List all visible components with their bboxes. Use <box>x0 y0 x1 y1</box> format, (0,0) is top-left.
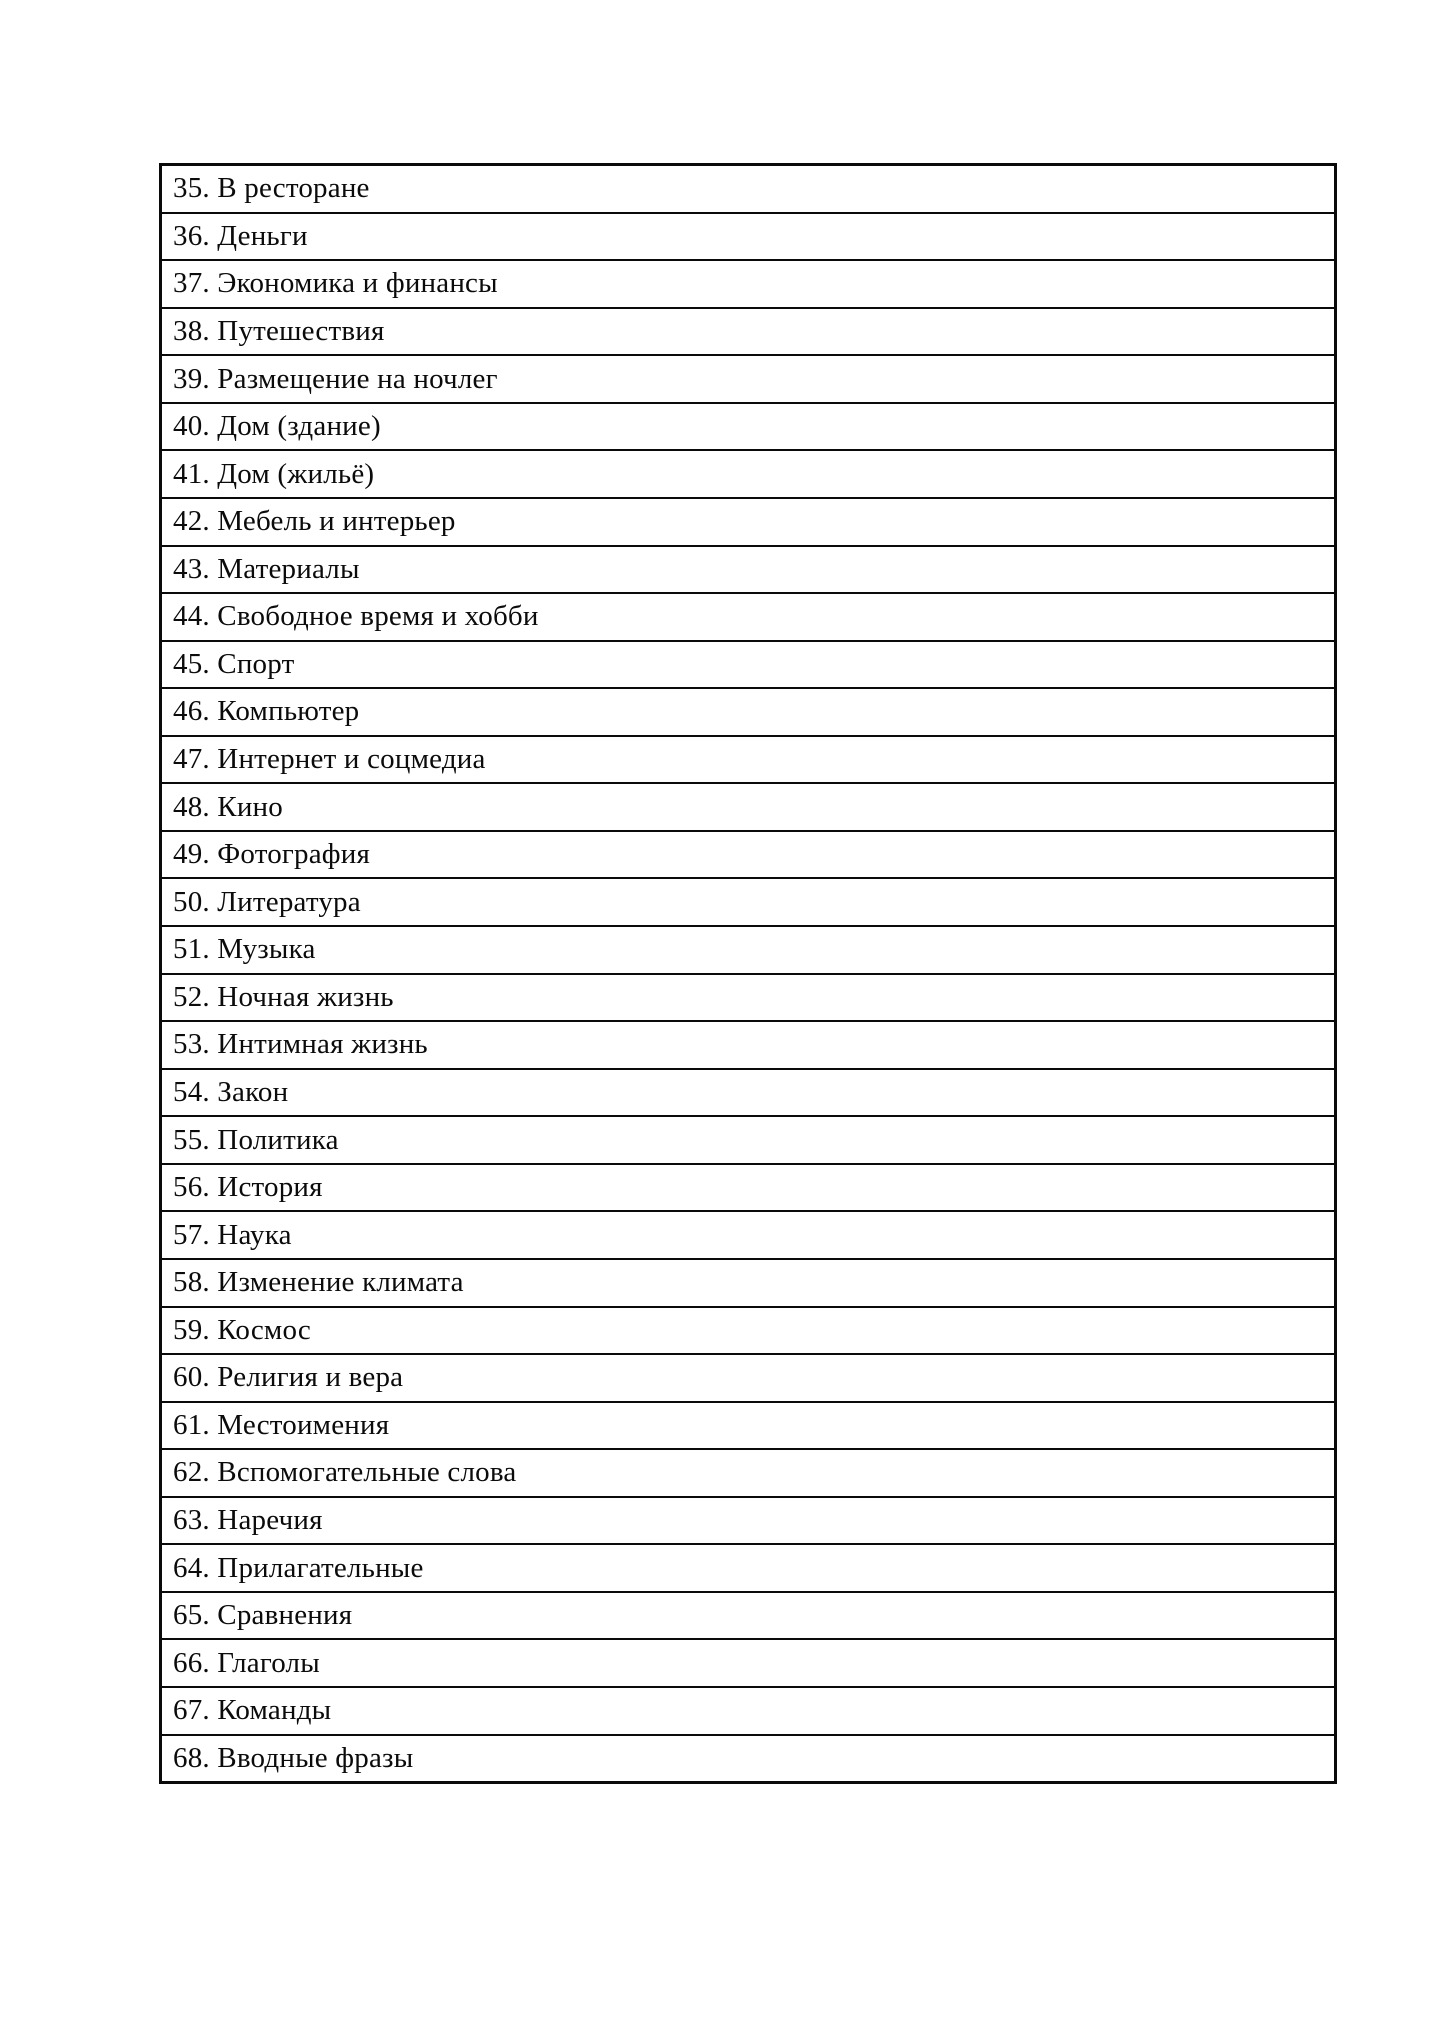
table-row <box>162 1068 1334 1116</box>
row-label: 56. История <box>173 1171 323 1204</box>
row-label: 51. Музыка <box>173 933 316 966</box>
row-label: 62. Вспомогательные слова <box>173 1456 517 1489</box>
table-row <box>162 1734 1334 1782</box>
row-label: 45. Спорт <box>173 647 295 680</box>
row-label: 50. Литература <box>173 885 361 918</box>
table-row <box>162 735 1334 783</box>
row-label: 67. Команды <box>173 1694 332 1727</box>
table-row <box>162 1163 1334 1211</box>
row-label: 40. Дом (здание) <box>173 410 381 443</box>
row-label: 66. Глаголы <box>173 1646 320 1679</box>
table-row <box>162 687 1334 735</box>
toc-table <box>159 163 1337 1784</box>
row-label: 43. Материалы <box>173 552 360 585</box>
table-row <box>162 973 1334 1021</box>
table-row <box>162 449 1334 497</box>
table-row <box>162 307 1334 355</box>
row-label: 39. Размещение на ночлег <box>173 362 498 395</box>
row-label: 38. Путешествия <box>173 314 385 347</box>
row-label: 59. Космос <box>173 1313 311 1346</box>
row-label: 49. Фотография <box>173 838 371 871</box>
table-row <box>162 592 1334 640</box>
row-label: 42. Мебель и интерьер <box>173 505 456 538</box>
row-label: 47. Интернет и соцмедиа <box>173 743 486 776</box>
row-label: 64. Прилагательные <box>173 1551 424 1584</box>
row-label: 46. Компьютер <box>173 695 360 728</box>
row-label: 48. Кино <box>173 790 283 823</box>
table-row <box>162 1638 1334 1686</box>
table-row <box>162 1020 1334 1068</box>
row-label: 54. Закон <box>173 1075 289 1108</box>
table-row <box>162 925 1334 973</box>
row-label: 65. Сравнения <box>173 1599 353 1632</box>
table-row <box>162 1258 1334 1306</box>
table-row <box>162 166 1334 212</box>
row-label: 53. Интимная жизнь <box>173 1028 428 1061</box>
row-label: 41. Дом (жильё) <box>173 457 375 490</box>
row-label: 61. Местоимения <box>173 1408 390 1441</box>
row-label: 68. Вводные фразы <box>173 1741 414 1774</box>
row-label: 52. Ночная жизнь <box>173 980 394 1013</box>
table-row <box>162 1401 1334 1449</box>
table-row <box>162 259 1334 307</box>
table-row <box>162 354 1334 402</box>
table-row <box>162 1210 1334 1258</box>
table-row <box>162 1543 1334 1591</box>
table-row <box>162 1306 1334 1354</box>
table-row <box>162 830 1334 878</box>
table-row <box>162 545 1334 593</box>
table-row <box>162 782 1334 830</box>
row-label: 63. Наречия <box>173 1504 323 1537</box>
table-row <box>162 212 1334 260</box>
table-row <box>162 1115 1334 1163</box>
row-label: 44. Свободное время и хобби <box>173 600 539 633</box>
table-row <box>162 1448 1334 1496</box>
table-row <box>162 1591 1334 1639</box>
row-label: 35. В ресторане <box>173 172 370 205</box>
table-row <box>162 402 1334 450</box>
row-label: 55. Политика <box>173 1123 339 1156</box>
table-row <box>162 1686 1334 1734</box>
table-row <box>162 640 1334 688</box>
table-row <box>162 1353 1334 1401</box>
row-label: 57. Наука <box>173 1218 292 1251</box>
table-row <box>162 1496 1334 1544</box>
table-row <box>162 497 1334 545</box>
row-label: 60. Религия и вера <box>173 1361 404 1394</box>
row-label: 37. Экономика и финансы <box>173 267 498 300</box>
row-label: 58. Изменение климата <box>173 1266 464 1299</box>
table-row <box>162 877 1334 925</box>
row-label: 36. Деньги <box>173 219 308 252</box>
